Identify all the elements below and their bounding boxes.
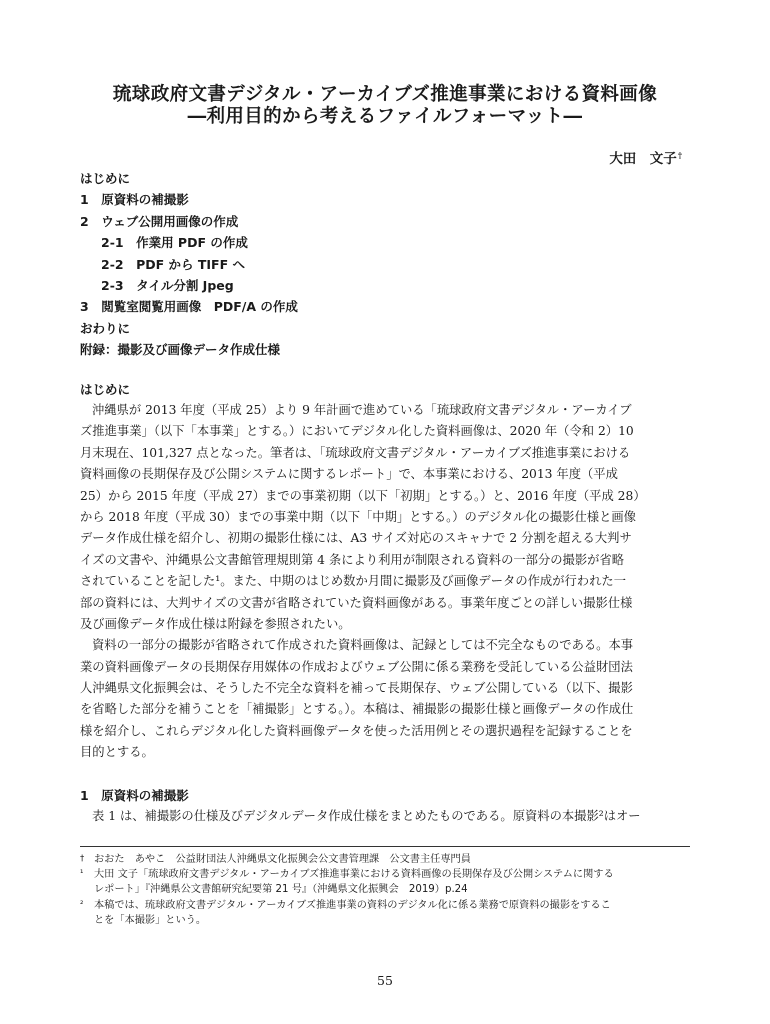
footnote-mark: ¹ (80, 869, 84, 880)
body-line: を省略した部分を補うことを「補撮影」とする。）。本稿は、補撮影の撮影仕様と画像データの作成仕 (80, 702, 634, 717)
body-line: 沖縄県が 2013 年度（平成 25）より 9 年計画で進めている「琉球政府文書デジタル・アーカイブ (92, 403, 632, 417)
body-line: 25）から 2015 年度（平成 27）までの事業初期（以下「初期」とする。）と、2016 年度（平成 28） (80, 488, 646, 503)
author (609, 147, 682, 167)
toc-item: おわりに (80, 320, 131, 336)
author-name: 大田 文子 (609, 151, 677, 167)
intro-heading: はじめに (80, 382, 131, 397)
body-line: されていることを記した¹。また、中期のはじめ数か月間に撮影及び画像データの作成が行われた一 (80, 574, 626, 589)
body-line: 部の資料には、大判サイズの文書が省略されていた資料画像がある。事業年度ごとの詳しい撮影仕様 (80, 595, 633, 610)
section1-heading: 1 原資料の補撮影 (80, 788, 189, 803)
toc-item: はじめに (80, 171, 131, 186)
body-line: 業の資料画像データの長期保存用媒体の作成およびウェブ公開に係る業務を受託している公益財団法 (80, 659, 633, 674)
toc-item: 2-1 作業用 PDF の作成 (101, 235, 248, 251)
body-line: 表 1 は、補撮影の仕様及びデジタルデータ作成仕様をまとめたものである。原資料の本撮影²はオー (92, 809, 641, 823)
toc-item: 1 原資料の補撮影 (80, 192, 189, 208)
body-line: から 2018 年度（平成 30）までの事業中期（以下「中期」とする。）のデジタル化の撮影仕様と画像 (80, 509, 636, 524)
author-footnote-mark: † (677, 149, 682, 160)
footnote (80, 852, 692, 867)
page-number: 55 (377, 973, 393, 988)
footnote-text: 本稿では、琉球政府文書デジタル・アーカイブズ推進事業の資料のデジタル化に係る業務で原資料の撮影をするこ とを「本撮影」という。 (94, 899, 611, 926)
body-line: 様を紹介し、これらデジタル化した資料画像データを使った活用例とその選択過程を記録することを (80, 723, 633, 738)
body-line: 及び画像データ作成仕様は附録を参照されたい。 (80, 616, 351, 631)
footnote-text: おおた あやこ 公益財団法人沖縄県文化振興会公文書管理課 公文書主任専門員 (94, 854, 471, 865)
footnote-divider (80, 846, 690, 847)
body-line: ズ推進事業」（以下「本事業」とする。）においてデジタル化した資料画像は、2020 年（令和 2）10 (80, 424, 634, 439)
footnote-mark: ² (80, 899, 84, 910)
body-line: 資料の一部分の撮影が省略されて作成された資料画像は、記録としては不完全なものである。本事 (92, 638, 634, 653)
footnote-mark: † (80, 854, 85, 864)
footnotes (80, 852, 692, 928)
footnote-text: 大田 文子「琉球政府文書デジタル・アーカイブズ推進事業における資料画像の長期保存及び公開システムに関する レポート」『沖縄県公文書館研究紀要第 21 号』（沖縄県文化振興会 2019）p.24 (94, 869, 614, 896)
intro-body (80, 400, 690, 764)
toc-item: 2 ウェブ公開用画像の作成 (80, 213, 239, 229)
body-line: 目的とする。 (80, 745, 154, 760)
body-line: 月末現在、101,327 点となった。筆者は、「琉球政府文書デジタル・アーカイブズ推進事業における (80, 445, 631, 460)
toc-item: 2-3 タイル分割 Jpeg (101, 278, 234, 294)
table-of-contents (80, 168, 298, 361)
toc-item: 3 閲覧室閲覧用画像 PDF/A の作成 (80, 299, 298, 315)
body-line: 資料画像の長期保存及び公開システムに関するレポート」で、本事業における、2013 年度（平成 (80, 467, 618, 482)
section1-body (80, 806, 690, 827)
body-line: データ作成仕様を紹介し、初期の撮影仕様には、A3 サイズ対応のスキャナで 2 分割を超える大判サ (80, 531, 632, 546)
toc-item: 2-2 PDF から TIFF へ (101, 256, 245, 272)
title-line-1: 琉球政府文書デジタル・アーカイブズ推進事業における資料画像 (112, 84, 658, 105)
title-line-2: ―利用目的から考えるファイルフォーマット― (187, 106, 583, 127)
footnote (80, 898, 692, 928)
body-line: 人沖縄県文化振興会は、そうした不完全な資料を補って長期保存、ウェブ公開している（以下、撮影 (80, 681, 633, 696)
body-line: イズの文書や、沖縄県公文書館管理規則第 4 条により利用が制限される資料の一部分の撮影が省略 (80, 552, 625, 567)
toc-item: 附録：撮影及び画像データ作成仕様 (80, 342, 281, 358)
footnote (80, 867, 692, 897)
